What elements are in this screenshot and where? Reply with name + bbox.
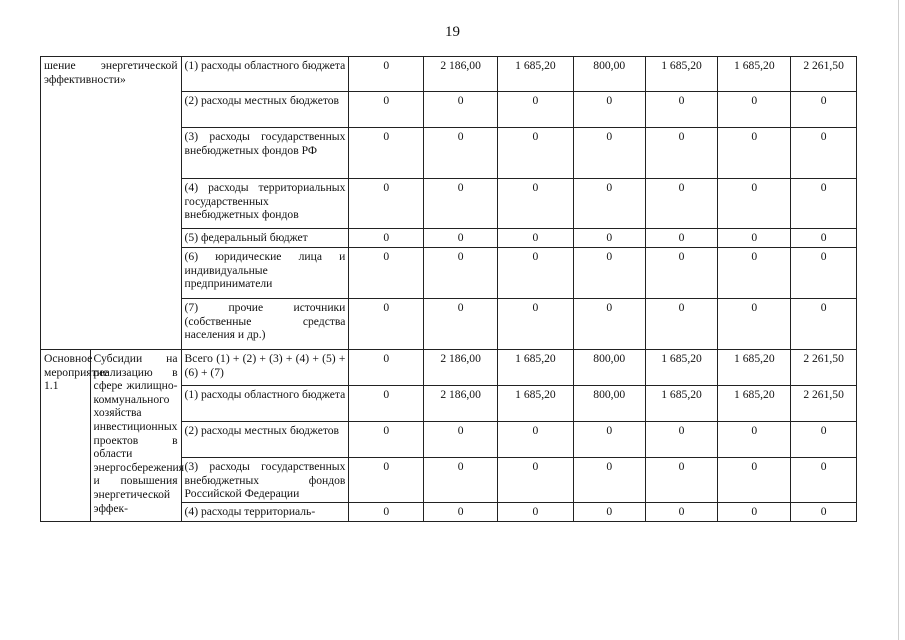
value-cell: 0 — [718, 179, 791, 229]
value-cell: 0 — [791, 299, 857, 350]
value-cell: 0 — [498, 128, 574, 179]
value-cell: 0 — [424, 179, 498, 229]
value-cell: 0 — [645, 229, 718, 248]
value-cell: 0 — [573, 179, 645, 229]
value-cell: 0 — [573, 248, 645, 299]
value-cell: 0 — [718, 229, 791, 248]
value-cell: 1 685,20 — [718, 386, 791, 422]
value-cell: 0 — [424, 128, 498, 179]
funding-source-total: Всего (1) + (2) + (3) + (4) + (5) + (6) + (7) — [181, 350, 349, 386]
value-cell: 0 — [791, 458, 857, 503]
value-cell: 0 — [791, 422, 857, 458]
value-cell: 0 — [349, 422, 424, 458]
measure-name: Субсидии на реализацию в сфере жилищно-коммунального хозяйства инвестиционных проектов в области энергосбережения и повышения энергетической эффек- — [90, 350, 181, 522]
table-row — [41, 57, 857, 92]
value-cell: 0 — [645, 128, 718, 179]
measure-name-continued: шение энергетической эффективности» — [41, 57, 182, 350]
value-cell: 0 — [349, 502, 424, 521]
value-cell: 0 — [349, 248, 424, 299]
scan-margin-line — [898, 0, 899, 640]
value-cell: 0 — [498, 299, 574, 350]
value-cell: 1 685,20 — [718, 350, 791, 386]
value-cell: 0 — [498, 422, 574, 458]
value-cell: 0 — [424, 299, 498, 350]
value-cell: 0 — [645, 179, 718, 229]
value-cell: 0 — [645, 92, 718, 128]
value-cell: 0 — [349, 350, 424, 386]
value-cell: 1 685,20 — [718, 57, 791, 92]
value-cell: 0 — [349, 179, 424, 229]
value-cell: 1 685,20 — [498, 57, 574, 92]
value-cell: 0 — [498, 229, 574, 248]
value-cell: 0 — [791, 502, 857, 521]
value-cell: 2 186,00 — [424, 57, 498, 92]
funding-source: (3) расходы государственных внебюджетных фондов Российской Федерации — [181, 458, 349, 503]
value-cell: 0 — [498, 92, 574, 128]
value-cell: 0 — [573, 229, 645, 248]
page-number: 19 — [445, 24, 460, 40]
value-cell: 0 — [424, 248, 498, 299]
value-cell: 0 — [791, 229, 857, 248]
funding-source: (1) расходы областного бюджета — [181, 57, 349, 92]
funding-source: (5) федеральный бюджет — [181, 229, 349, 248]
value-cell: 0 — [349, 458, 424, 503]
value-cell: 2 261,50 — [791, 57, 857, 92]
value-cell: 0 — [645, 458, 718, 503]
value-cell: 0 — [424, 229, 498, 248]
funding-table — [40, 56, 857, 522]
measure-type: Основное мероприятие 1.1 — [41, 350, 91, 522]
value-cell: 0 — [349, 386, 424, 422]
funding-source: (7) прочие источники (собственные средства населения и др.) — [181, 299, 349, 350]
value-cell: 0 — [573, 128, 645, 179]
value-cell: 0 — [718, 458, 791, 503]
value-cell: 0 — [718, 248, 791, 299]
value-cell: 0 — [645, 502, 718, 521]
funding-source: (2) расходы местных бюджетов — [181, 422, 349, 458]
value-cell: 0 — [424, 422, 498, 458]
funding-source: (2) расходы местных бюджетов — [181, 92, 349, 128]
value-cell: 0 — [791, 128, 857, 179]
funding-source: (1) расходы областного бюджета — [181, 386, 349, 422]
value-cell: 0 — [645, 248, 718, 299]
funding-source: (3) расходы государственных внебюджетных фондов РФ — [181, 128, 349, 179]
value-cell: 0 — [349, 92, 424, 128]
value-cell: 1 685,20 — [498, 386, 574, 422]
value-cell: 2 261,50 — [791, 386, 857, 422]
value-cell: 2 261,50 — [791, 350, 857, 386]
value-cell: 0 — [645, 299, 718, 350]
value-cell: 0 — [424, 92, 498, 128]
funding-source: (4) расходы территориаль- — [181, 502, 349, 521]
value-cell: 0 — [424, 502, 498, 521]
value-cell: 0 — [349, 229, 424, 248]
value-cell: 0 — [791, 92, 857, 128]
value-cell: 0 — [349, 57, 424, 92]
value-cell: 1 685,20 — [645, 386, 718, 422]
value-cell: 0 — [424, 458, 498, 503]
value-cell: 0 — [573, 422, 645, 458]
value-cell: 0 — [645, 422, 718, 458]
value-cell: 2 186,00 — [424, 386, 498, 422]
value-cell: 0 — [718, 422, 791, 458]
value-cell: 0 — [573, 502, 645, 521]
funding-source: (6) юридические лица и индивидуальные предприниматели — [181, 248, 349, 299]
value-cell: 0 — [349, 299, 424, 350]
value-cell: 1 685,20 — [498, 350, 574, 386]
value-cell: 0 — [718, 92, 791, 128]
value-cell: 0 — [718, 299, 791, 350]
value-cell: 800,00 — [573, 350, 645, 386]
value-cell: 2 186,00 — [424, 350, 498, 386]
value-cell: 0 — [498, 502, 574, 521]
value-cell: 0 — [498, 179, 574, 229]
value-cell: 0 — [791, 248, 857, 299]
value-cell: 0 — [791, 179, 857, 229]
value-cell: 0 — [349, 128, 424, 179]
value-cell: 800,00 — [573, 57, 645, 92]
funding-source: (4) расходы территориальных государственных внебюджетных фондов — [181, 179, 349, 229]
table-row — [41, 350, 857, 386]
value-cell: 0 — [573, 92, 645, 128]
value-cell: 0 — [718, 128, 791, 179]
value-cell: 800,00 — [573, 386, 645, 422]
value-cell: 1 685,20 — [645, 350, 718, 386]
value-cell: 0 — [718, 502, 791, 521]
value-cell: 0 — [498, 458, 574, 503]
value-cell: 0 — [573, 458, 645, 503]
value-cell: 1 685,20 — [645, 57, 718, 92]
value-cell: 0 — [498, 248, 574, 299]
value-cell: 0 — [573, 299, 645, 350]
